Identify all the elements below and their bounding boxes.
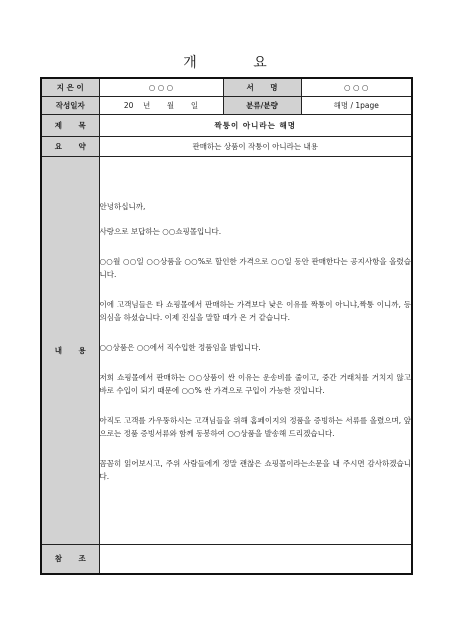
content-paragraph: 저희 쇼핑몰에서 판매하는 ○○상품이 싼 이유는 운송비를 줄이고, 중간 거래처를 거치지 않고 바로 수입이 되기 때문에 ○○% 싼 가격으로 구입이 가능한 것입니다.	[99, 373, 411, 395]
summary-form-table	[40, 77, 413, 575]
content-paragraph: ○○월 ○○일 ○○상품을 ○○%로 할인한 가격으로 ○○일 동안 판매한다는 공지사항을 올렸습니다.	[99, 257, 411, 279]
summary-value[interactable]: 판매하는 상품이 작퉁이 아니라는 내용	[99, 136, 412, 156]
signature-value[interactable]: ○ ○ ○	[301, 78, 412, 96]
date-year-unit: 년	[142, 100, 151, 110]
content-body[interactable]	[99, 156, 412, 544]
content-label: 내 용	[41, 156, 99, 544]
reference-label: 참 조	[41, 544, 99, 574]
date-day-unit: 일	[190, 100, 199, 110]
reference-row	[41, 544, 412, 574]
category-label: 분류/분량	[223, 96, 301, 114]
content-row	[41, 156, 412, 544]
date-value[interactable]	[99, 96, 223, 114]
date-row	[41, 96, 412, 114]
content-paragraph: 아직도 고객를 가우뚱하시는 고객님들을 위해 홈페이지의 정품을 증빙하는 서류를 올렸으며, 앞으로는 정품 증빙서류와 함께 동봉하여 ○○상품을 발송해 드리겠습니다.	[99, 416, 411, 438]
subject-value[interactable]: 짝퉁이 아니라는 해명	[99, 114, 412, 136]
author-row	[41, 78, 412, 96]
signature-label: 서 명	[223, 78, 301, 96]
content-paragraph: 사랑으로 보답하는 ○○쇼핑몰입니다.	[99, 227, 222, 236]
date-label: 작성일자	[41, 96, 99, 114]
subject-label: 제 목	[41, 114, 99, 136]
date-year: 20	[123, 100, 134, 110]
author-label: 지 은 이	[41, 78, 99, 96]
document-title: 개 요	[183, 55, 293, 71]
reference-value[interactable]	[99, 544, 412, 574]
content-paragraph: 이에 고객님들은 타 쇼핑몰에서 판매하는 가격보다 낮은 이유를 짝퉁이 아니냐,짝퉁 이니까, 등 의심을 하셨습니다. 이제 진실을 말할 때가 온 거 같습니다.	[99, 300, 411, 322]
content-paragraph: 안녕하십니까,	[99, 202, 146, 211]
author-value[interactable]: ○ ○ ○	[99, 78, 223, 96]
subject-row	[41, 114, 412, 136]
category-value[interactable]: 해명 / 1page	[301, 96, 412, 114]
content-paragraph: ○○상품은 ○○에서 직수입한 정품임을 밝힙니다.	[99, 343, 261, 352]
content-paragraph: 꼼꼼히 읽어보시고, 주위 사람들에게 정말 괜찮은 쇼핑몰이라는소문을 내 주시면 감사하겠습니다.	[99, 459, 411, 481]
summary-row	[41, 136, 412, 156]
summary-label: 요 약	[41, 136, 99, 156]
date-month-unit: 월	[166, 100, 175, 110]
